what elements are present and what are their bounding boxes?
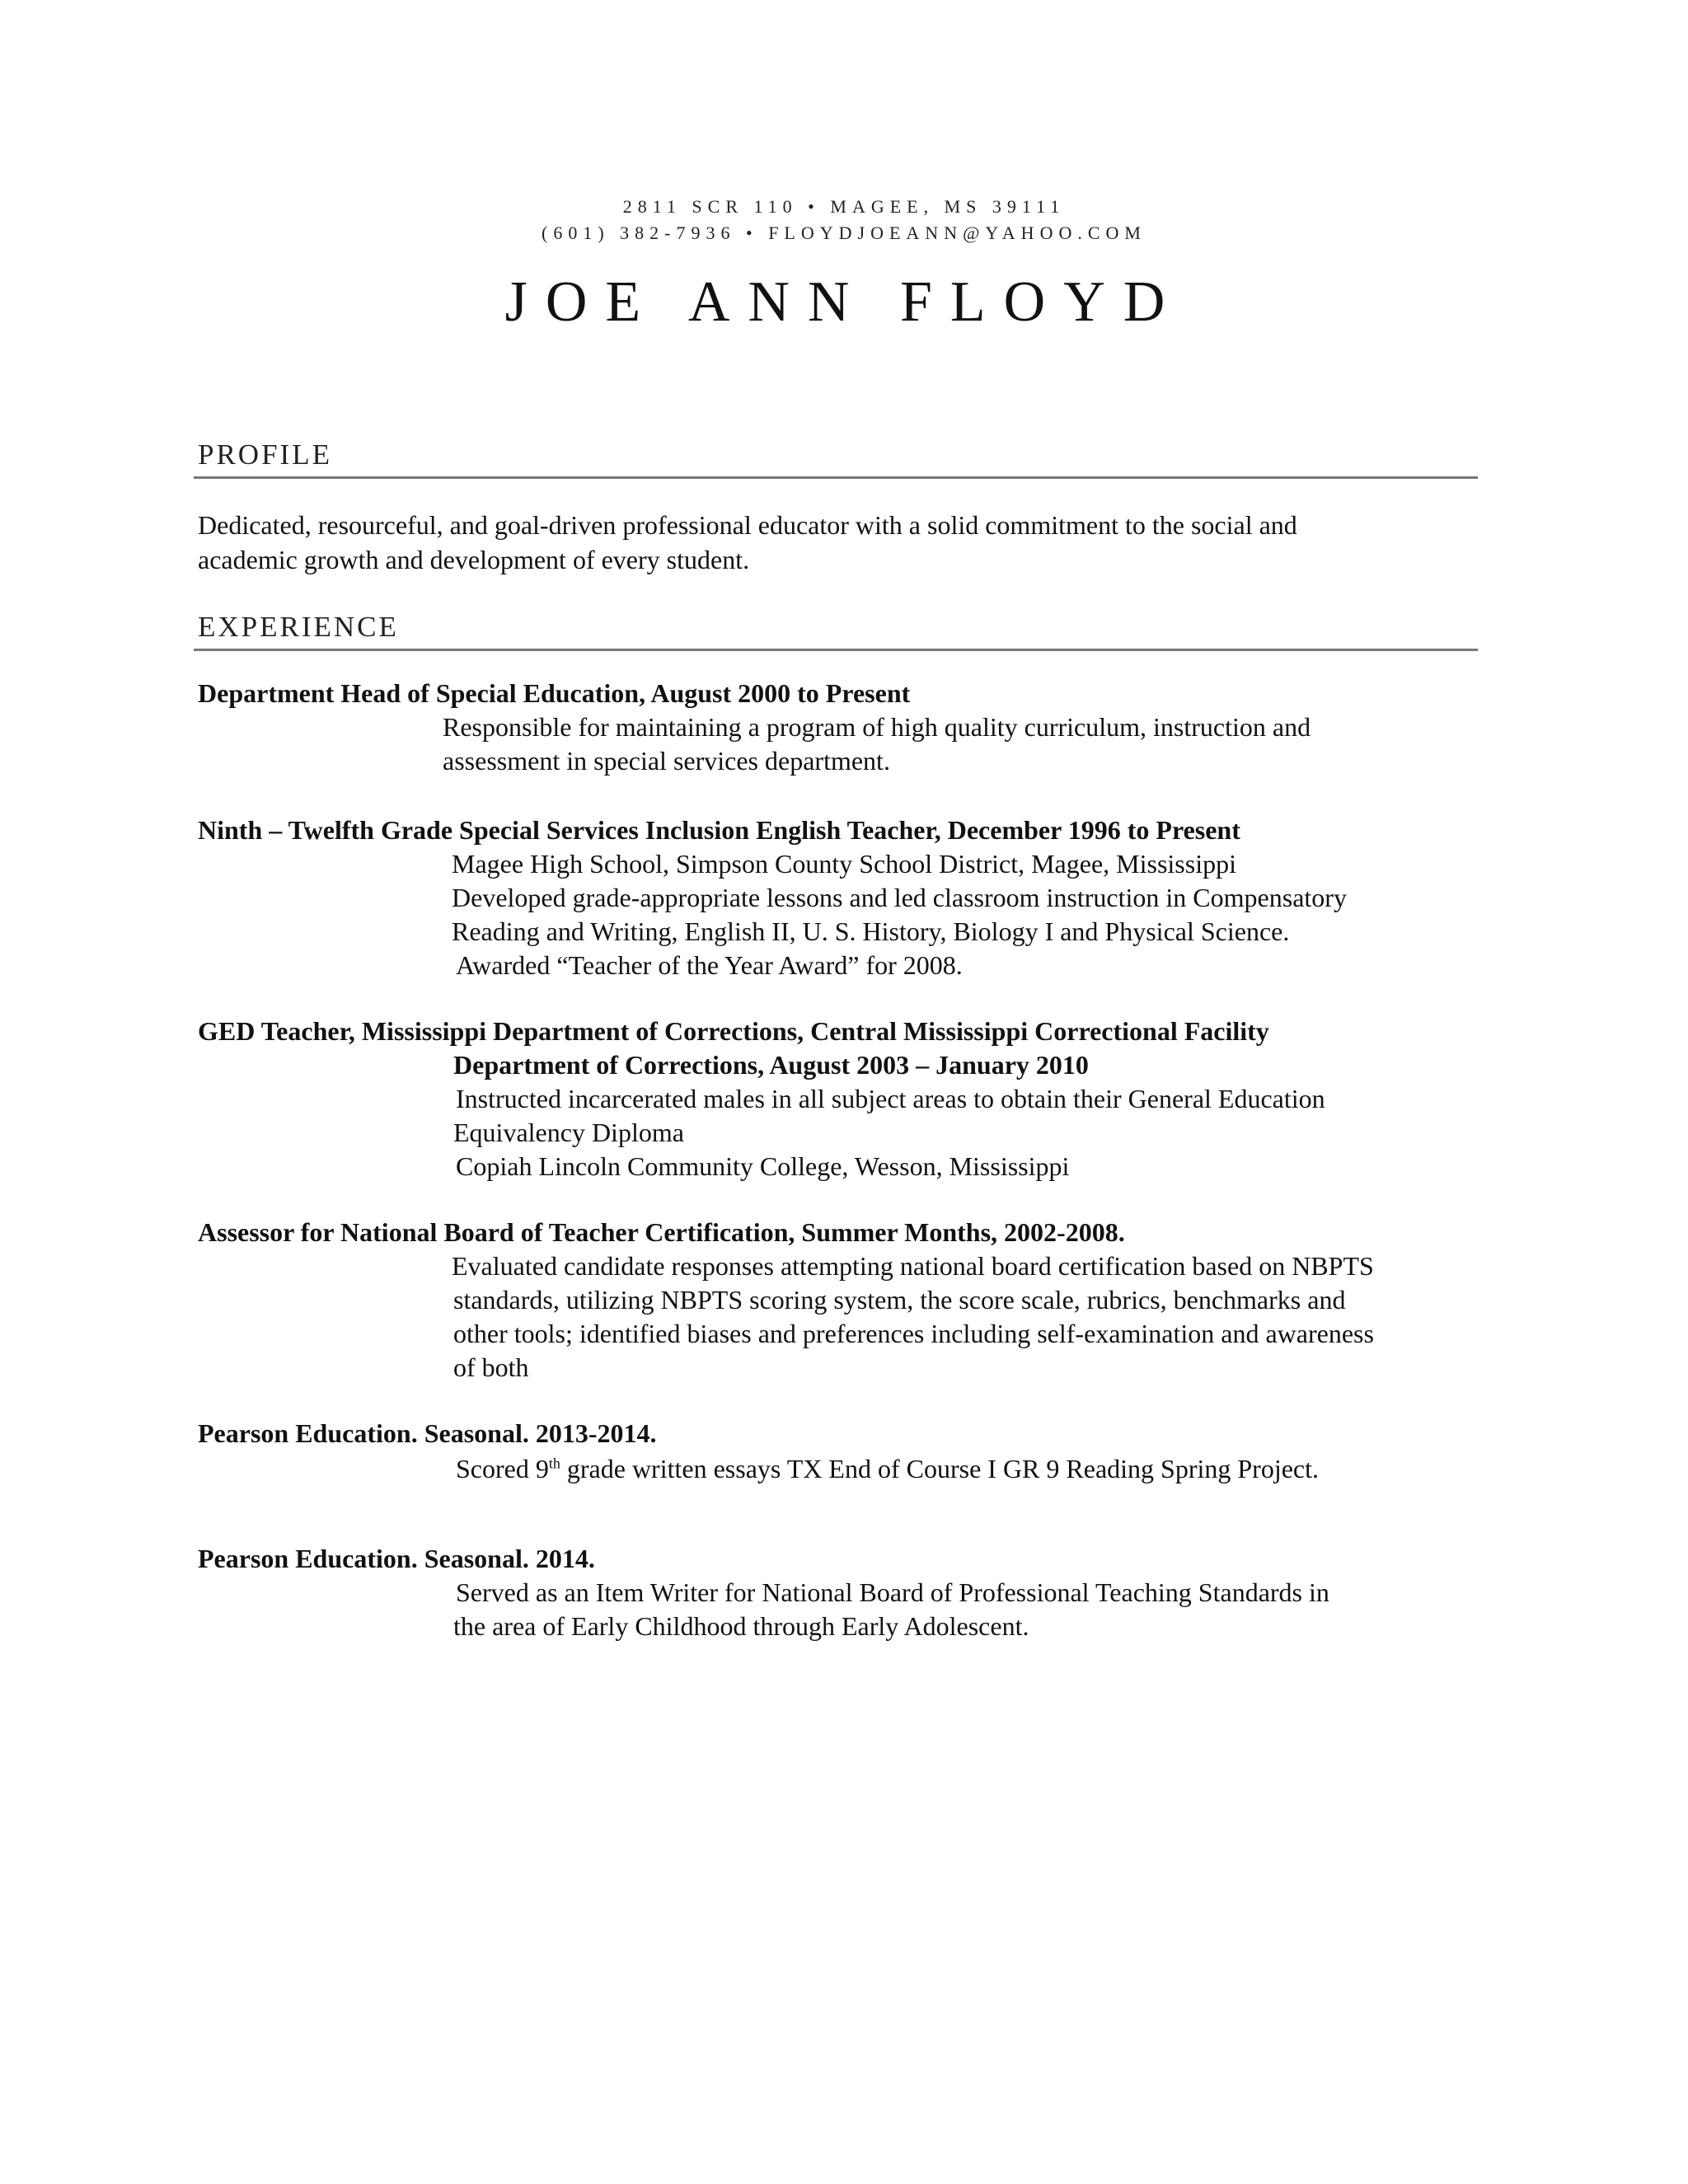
profile-divider	[194, 476, 1478, 479]
profile-heading: PROFILE	[198, 438, 332, 471]
job-title-assessor: Assessor for National Board of Teacher Certification, Summer Months, 2002-2008.	[198, 1217, 1125, 1247]
job-title-pearson-2013: Pearson Education. Seasonal. 2013-2014.	[198, 1418, 657, 1448]
experience-heading: EXPERIENCE	[198, 611, 399, 643]
job-subtitle: Department of Corrections, August 2003 – January 2010	[453, 1050, 1089, 1080]
job-description-line: Served as an Item Writer for National Board of Professional Teaching Standards in	[456, 1577, 1329, 1607]
profile-text	[198, 508, 1484, 577]
job-title-pearson-2014: Pearson Education. Seasonal. 2014.	[198, 1544, 595, 1573]
job-text-part: grade written essays TX End of Course I GR 9 Reading Spring Project.	[560, 1454, 1320, 1483]
profile-line: Dedicated, resourceful, and goal-driven professional educator with a solid commitment to the social and	[198, 510, 1297, 540]
address-line: 2811 SCR 110 • MAGEE, MS 39111	[622, 196, 1066, 217]
job-title-ged-teacher: GED Teacher, Mississippi Department of Corrections, Central Mississippi Correctional Facility	[198, 1016, 1269, 1046]
job-description-line: of both	[453, 1352, 529, 1382]
job-description-line: standards, utilizing NBPTS scoring system, the score scale, rubrics, benchmarks and	[453, 1285, 1346, 1315]
contact-line: (601) 382-7936 • FLOYDJOEANN@YAHOO.COM	[542, 223, 1146, 243]
job-title-english-teacher: Ninth – Twelfth Grade Special Services Inclusion English Teacher, December 1996 to Present	[198, 815, 1240, 845]
job-description-line: other tools; identified biases and preferences including self-examination and awareness	[453, 1319, 1374, 1348]
experience-divider	[194, 649, 1478, 651]
job-description-line: Instructed incarcerated males in all subject areas to obtain their General Education	[456, 1084, 1325, 1113]
job-description-line: Developed grade-appropriate lessons and led classroom instruction in Compensatory	[452, 883, 1347, 912]
job-title-department-head: Department Head of Special Education, August 2000 to Present	[198, 678, 911, 708]
job-description-line: Copiah Lincoln Community College, Wesson, Mississippi	[456, 1151, 1070, 1181]
job-description-line: Equivalency Diploma	[453, 1118, 684, 1147]
ordinal-suffix: th	[548, 1455, 560, 1472]
job-description-line: Awarded “Teacher of the Year Award” for 2008.	[456, 950, 963, 980]
job-description-line: Evaluated candidate responses attempting national board certification based on NBPTS	[452, 1251, 1374, 1281]
job-text-part: Scored 9	[456, 1454, 549, 1483]
job-description-line: Magee High School, Simpson County School District, Magee, Mississippi	[452, 849, 1236, 879]
profile-line: academic growth and development of every student.	[198, 545, 750, 574]
job-description-line: Reading and Writing, English II, U. S. History, Biology I and Physical Science.	[452, 916, 1290, 946]
candidate-name: JOE ANN FLOYD	[504, 270, 1184, 334]
job-description-line: the area of Early Childhood through Early Adolescent.	[453, 1611, 1029, 1641]
job-description-line: assessment in special services department.	[443, 746, 890, 776]
job-description-line: Responsible for maintaining a program of high quality curriculum, instruction and	[443, 712, 1311, 742]
job-description-line	[456, 1454, 1319, 1484]
